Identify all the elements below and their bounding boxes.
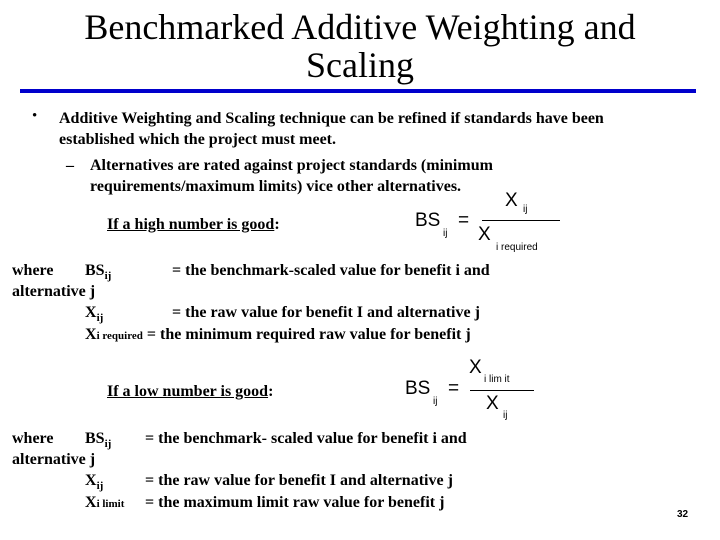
low-xl-definition: = the maximum limit raw value for benefit j <box>145 494 445 511</box>
low-bs-definition: = the benchmark- scaled value for benefit i and <box>145 430 467 447</box>
low-x-sub: ij <box>96 480 104 492</box>
high-bs-sub: ij <box>104 270 112 282</box>
high-formula-lhs-sub: ij <box>443 228 448 239</box>
high-heading-text: If a high number is good <box>107 216 275 233</box>
low-x: X <box>85 472 97 489</box>
bullet-line-1: Additive Weighting and Scaling technique can be refined if standards have been <box>59 110 604 127</box>
sub-line-2: requirements/maximum limits) vice other alternatives. <box>90 178 462 195</box>
high-xr-definition: = the minimum required raw value for benefit j <box>146 326 471 343</box>
high-heading <box>107 214 280 235</box>
low-x-definition: = the raw value for benefit I and alternative j <box>145 472 453 489</box>
low-formula-equals: = <box>448 378 460 399</box>
sub-line-1: Alternatives are rated against project standards (minimum <box>90 157 493 174</box>
low-xl-sub: i limit <box>96 498 125 510</box>
low-formula <box>402 357 542 425</box>
high-bs: BS <box>85 262 105 279</box>
high-xr-term <box>85 324 471 347</box>
title-line-1: Benchmarked Additive Weighting and <box>84 7 636 47</box>
low-alternative: alternative j <box>12 451 96 468</box>
low-heading <box>107 381 273 402</box>
high-formula-lhs: BS <box>415 210 441 231</box>
high-formula <box>412 190 572 256</box>
bullet-line-2: established which the project must meet. <box>59 131 337 148</box>
low-where: where <box>12 430 54 447</box>
low-formula-lhs: BS <box>405 378 431 399</box>
title-divider <box>20 89 696 93</box>
sub-bullet-text <box>90 155 690 197</box>
high-bs-definition: = the benchmark-scaled value for benefit i and <box>172 262 490 279</box>
low-fraction-bar <box>470 390 534 391</box>
bullet-symbol: • <box>32 108 38 124</box>
high-heading-colon: : <box>274 216 280 233</box>
high-where: where <box>12 262 54 279</box>
slide-number: 32 <box>677 509 689 520</box>
low-heading-text: If a low number is good <box>107 383 269 400</box>
low-formula-num-sub: i lim it <box>484 374 510 385</box>
high-fraction-bar <box>482 220 560 221</box>
slide-title <box>0 8 720 84</box>
sub-dash: – <box>66 157 74 174</box>
low-xl-term <box>85 492 124 515</box>
low-x-term <box>85 470 103 493</box>
low-formula-den: X <box>486 393 499 414</box>
high-x-sub: ij <box>96 312 104 324</box>
high-formula-den-sub: i required <box>496 242 538 253</box>
high-alternative: alternative j <box>12 283 96 300</box>
high-formula-den: X <box>478 224 491 245</box>
high-x-definition: = the raw value for benefit I and alternative j <box>172 304 480 321</box>
high-xr-sub: i required <box>96 330 143 342</box>
low-bs-term <box>85 428 111 451</box>
high-formula-equals: = <box>458 210 470 231</box>
low-formula-num: X <box>469 357 482 378</box>
high-x-term <box>85 302 103 325</box>
high-formula-num-sub: ij <box>523 204 528 215</box>
low-formula-lhs-sub: ij <box>433 396 438 407</box>
high-bs-term <box>85 260 111 283</box>
high-x: X <box>85 304 97 321</box>
high-xr: X <box>85 326 97 343</box>
bullet-text <box>59 108 709 150</box>
high-formula-num: X <box>505 190 518 211</box>
title-line-2: Scaling <box>306 45 414 85</box>
low-formula-den-sub: ij <box>503 410 508 421</box>
low-heading-colon: : <box>268 383 274 400</box>
low-bs: BS <box>85 430 105 447</box>
low-bs-sub: ij <box>104 438 112 450</box>
low-xl: X <box>85 494 97 511</box>
